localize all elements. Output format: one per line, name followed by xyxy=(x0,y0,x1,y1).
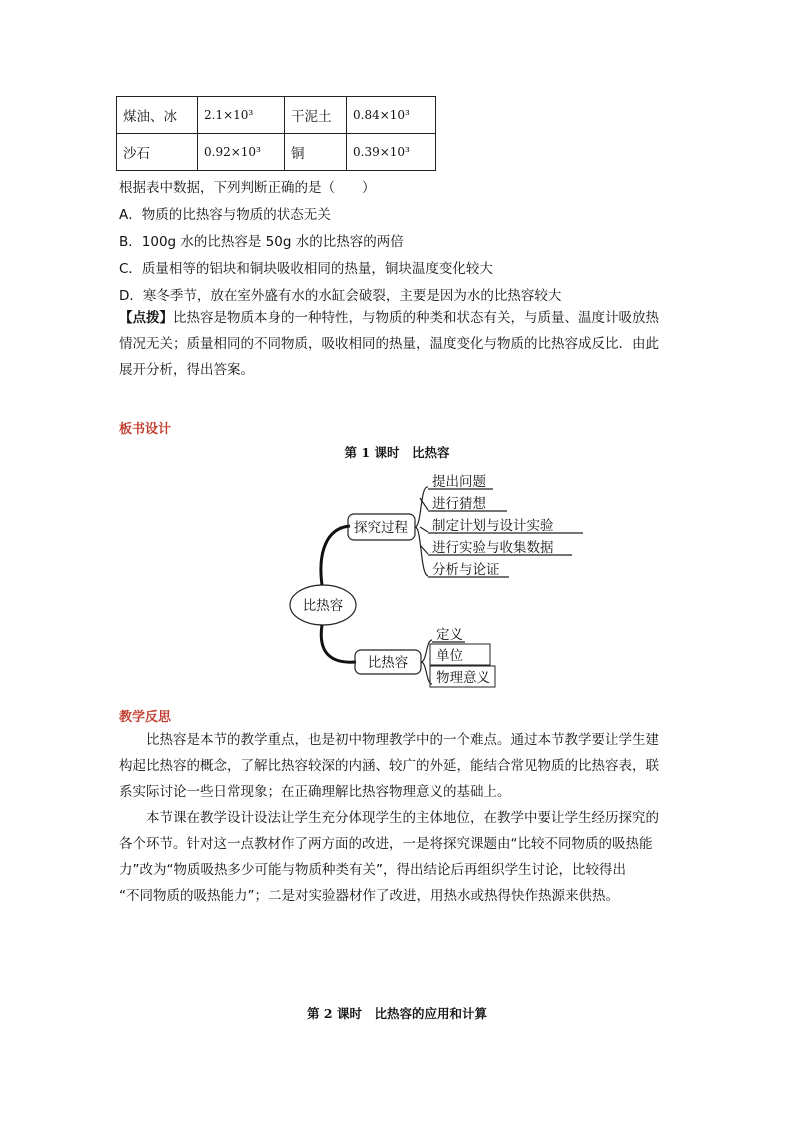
table-cell: 0.39×10³ xyxy=(347,134,436,171)
hint-line: 展开分析，得出答案。 xyxy=(119,362,254,378)
paragraph-line: 力”改为“物质吸热多少可能与物质种类有关”，得出结论后再组织学生讨论，比较得出 xyxy=(119,862,626,878)
process-item: 进行实验与收集数据 xyxy=(432,540,554,556)
paragraph-line: 构起比热容的概念，了解比热容较深的内涵、较广的外延，能结合常见物质的比热容表，联 xyxy=(119,758,659,774)
connector-upper xyxy=(321,526,350,585)
reflection-paragraph-1 xyxy=(119,727,694,805)
process-item: 进行猜想 xyxy=(432,496,486,512)
paragraph-line: “不同物质的吸热能力”；二是对实验器材作了改进，用热水或热得快作热源来供热。 xyxy=(119,888,619,904)
option-d: D．寒冬季节，放在室外盛有水的水缸会破裂，主要是因为水的比热容较大 xyxy=(119,288,562,304)
hint-line: 比热容是物质本身的一种特性，与物质的种类和状态有关，与质量、温度计吸放热 xyxy=(173,310,659,326)
hint-line: 情况无关；质量相同的不同物质，吸收相同的热量，温度变化与物质的比热容成反比．由此 xyxy=(119,336,659,352)
table-cell: 煤油、冰 xyxy=(117,97,198,134)
lesson2-title: 第 2 课时 比热容的应用和计算 xyxy=(307,1006,487,1021)
process-item: 提出问题 xyxy=(432,474,486,490)
process-item: 制定计划与设计实验 xyxy=(432,518,554,534)
branch-label-process: 探究过程 xyxy=(354,520,408,536)
hint-label: 【点拨】 xyxy=(119,310,173,326)
paragraph-line: 比热容是本节的教学重点，也是初中物理教学中的一个难点。通过本节教学要让学生建 xyxy=(146,732,659,748)
question-stem: 根据表中数据，下列判断正确的是（ ） xyxy=(119,180,376,196)
board-title: 第 1 课时 比热容 xyxy=(344,445,450,460)
table-cell: 沙石 xyxy=(117,134,198,171)
option-c: C．质量相等的铝块和铜块吸收相同的热量，铜块温度变化较大 xyxy=(119,261,493,277)
table-cell: 0.92×10³ xyxy=(198,134,285,171)
center-node-label: 比热容 xyxy=(302,598,344,614)
board-heading: 板书设计 xyxy=(119,422,172,437)
reflection-heading: 教学反思 xyxy=(119,710,172,725)
process-item: 分析与论证 xyxy=(432,562,500,578)
paragraph-line: 各个环节。针对这一点教材作了两方面的改进，一是将探究课题由“比较不同物质的吸热能 xyxy=(119,836,653,852)
concept-item: 单位 xyxy=(436,648,463,664)
table-cell: 干泥土 xyxy=(285,97,347,134)
reflection-paragraph-2 xyxy=(119,805,694,909)
table-cell: 2.1×10³ xyxy=(198,97,285,134)
concept-item: 定义 xyxy=(436,627,463,643)
concept-item: 物理意义 xyxy=(436,670,490,686)
option-a: A．物质的比热容与物质的状态无关 xyxy=(119,207,331,223)
paragraph-line: 系实际讨论一些日常现象；在正确理解比热容物理意义的基础上。 xyxy=(119,784,511,800)
option-b: B．100g 水的比热容是 50g 水的比热容的两倍 xyxy=(119,234,404,250)
table-cell: 铜 xyxy=(285,134,347,171)
connector-lower xyxy=(321,625,356,662)
table-cell: 0.84×10³ xyxy=(347,97,436,134)
paragraph-line: 本节课在教学设计设法让学生充分体现学生的主体地位，在教学中要让学生经历探究的 xyxy=(146,810,659,826)
branch-label-concept: 比热容 xyxy=(367,655,409,671)
